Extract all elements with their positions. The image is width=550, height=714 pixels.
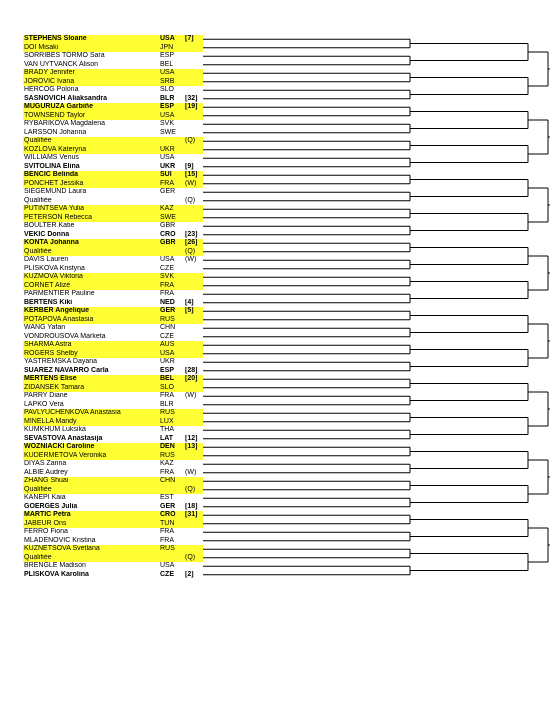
- player-name: VAN UYTVANCK Alison: [24, 60, 99, 68]
- player-name: CORNET Alizé: [24, 281, 71, 289]
- player-country: CZE: [160, 570, 174, 578]
- player-seed: [12]: [185, 434, 198, 442]
- player-country: BLR: [160, 400, 174, 408]
- player-country: THA: [160, 426, 174, 433]
- player-name: FERRO Fiona: [24, 528, 68, 535]
- player-country: SLO: [160, 86, 175, 93]
- player-name: Qualifiée: [24, 485, 52, 493]
- player-name: WANG Yafan: [24, 324, 66, 331]
- player-name: Qualifiée: [24, 196, 52, 204]
- player-name: SIEGEMUND Laura: [24, 188, 87, 195]
- player-country: USA: [160, 111, 175, 119]
- player-name: BENCIC Belinda: [24, 171, 79, 178]
- player-seed: [20]: [185, 375, 198, 382]
- player-seed: [26]: [185, 239, 198, 246]
- player-name: KONTA Johanna: [24, 239, 79, 246]
- player-country: FRA: [160, 392, 174, 399]
- player-country: SWE: [160, 213, 176, 221]
- player-name: PLISKOVA Kristyna: [24, 264, 85, 272]
- player-seed: [5]: [185, 307, 194, 314]
- player-name: JOROVIC Ivana: [24, 77, 75, 85]
- player-country: CHN: [160, 324, 176, 331]
- player-seed: (W): [185, 392, 197, 399]
- player-seed: (Q): [185, 137, 196, 144]
- player-name: KUDERMETOVA Veronika: [24, 451, 107, 459]
- player-name: PLISKOVA Karolina: [24, 570, 89, 578]
- player-country: USA: [160, 349, 175, 357]
- player-name: PONCHET Jessika: [24, 179, 84, 187]
- player-name: LAPKO Vera: [24, 400, 64, 408]
- player-country: SUI: [160, 171, 172, 178]
- player-seed: (W): [185, 179, 197, 187]
- player-name: BRADY Jennifer: [24, 69, 75, 76]
- player-name: GOERGES Julia: [24, 502, 78, 510]
- player-country: FRA: [160, 290, 174, 297]
- player-name: KERBER Angelique: [24, 307, 90, 314]
- player-country: CRO: [160, 511, 176, 518]
- player-seed: [13]: [185, 443, 198, 450]
- player-name: BRENGLE Madison: [24, 562, 86, 569]
- player-name: BERTENS Kiki: [24, 298, 73, 306]
- player-country: GER: [160, 502, 176, 510]
- player-country: RUS: [160, 545, 175, 552]
- player-country: AUS: [160, 341, 175, 348]
- player-name: SORRIBES TORMO Sara: [24, 52, 105, 59]
- player-country: RUS: [160, 409, 175, 416]
- player-seed: (W): [185, 468, 197, 476]
- player-country: LAT: [160, 434, 174, 442]
- player-name: WOZNIACKI Caroline: [24, 443, 95, 450]
- player-name: YASTREMSKA Dayana: [24, 358, 98, 365]
- player-country: JPN: [160, 43, 174, 51]
- player-name: POTAPOVA Anastasia: [24, 315, 94, 323]
- player-name: ZHANG Shuai: [24, 477, 69, 484]
- player-country: BEL: [160, 375, 174, 382]
- player-country: KAZ: [160, 205, 174, 212]
- player-name: DAVIS Lauren: [24, 256, 69, 263]
- player-name: HERCOG Polona: [24, 86, 79, 93]
- player-country: USA: [160, 256, 175, 263]
- player-country: ESP: [160, 103, 175, 110]
- player-country: USA: [160, 562, 175, 569]
- player-name: PETERSON Rebecca: [24, 213, 93, 221]
- player-country: UKR: [160, 145, 175, 153]
- player-country: SVK: [160, 120, 175, 127]
- player-country: KAZ: [160, 460, 174, 467]
- player-country: ESP: [160, 366, 175, 374]
- player-name: Qualifiée: [24, 137, 52, 144]
- player-country: GER: [160, 188, 176, 195]
- player-name: DOI Misaki: [24, 43, 59, 51]
- player-country: FRA: [160, 179, 174, 187]
- player-name: MINELLA Mandy: [24, 417, 77, 425]
- player-country: USA: [160, 69, 175, 76]
- player-seed: [32]: [185, 94, 198, 102]
- player-name: MLADENOVIC Kristina: [24, 536, 96, 544]
- player-country: FRA: [160, 536, 174, 544]
- player-seed: [23]: [185, 230, 198, 238]
- player-country: SRB: [160, 77, 175, 85]
- player-country: CZE: [160, 264, 174, 272]
- player-country: SVK: [160, 273, 175, 280]
- player-seed: [18]: [185, 502, 198, 510]
- player-name: VONDROUSOVA Marketa: [24, 332, 106, 340]
- player-seed: (W): [185, 256, 197, 263]
- player-name: MERTENS Elise: [24, 375, 77, 382]
- player-country: GER: [160, 307, 176, 314]
- player-name: LARSSON Johanna: [24, 128, 87, 136]
- player-name: DIYAS Zarina: [24, 460, 67, 467]
- player-name: PUTINTSEVA Yulia: [24, 205, 85, 212]
- player-name: KUMKHUM Luksika: [24, 426, 86, 433]
- player-name: ROGERS Shelby: [24, 349, 78, 357]
- player-country: GBR: [160, 222, 176, 229]
- player-seed: [15]: [185, 171, 198, 178]
- player-seed: (Q): [185, 553, 196, 561]
- player-country: ESP: [160, 52, 175, 59]
- player-country: BLR: [160, 94, 175, 102]
- player-seed: [9]: [185, 162, 194, 170]
- player-seed: [7]: [185, 35, 194, 42]
- player-country: FRA: [160, 528, 174, 535]
- player-country: RUS: [160, 451, 175, 459]
- player-seed: [2]: [185, 570, 194, 578]
- player-name: BOULTER Katie: [24, 222, 75, 229]
- player-seed: [31]: [185, 511, 198, 518]
- player-name: PAVLYUCHENKOVA Anastasia: [24, 409, 121, 416]
- player-country: UKR: [160, 358, 175, 365]
- player-seed: [4]: [185, 298, 194, 306]
- player-country: FRA: [160, 468, 174, 476]
- player-name: TOWNSEND Taylor: [24, 111, 86, 119]
- player-seed: [28]: [185, 366, 198, 374]
- player-name: MARTIC Petra: [24, 511, 71, 518]
- player-name: VEKIC Donna: [24, 230, 70, 238]
- player-country: USA: [160, 154, 175, 161]
- player-country: EST: [160, 494, 174, 501]
- player-name: RYBARIKOVA Magdalena: [24, 120, 106, 127]
- player-name: PARMENTIER Pauline: [24, 290, 95, 297]
- player-name: SHARMA Astra: [24, 341, 72, 348]
- player-name: Qualifiée: [24, 247, 52, 255]
- player-country: SWE: [160, 128, 176, 136]
- player-country: TUN: [160, 519, 175, 527]
- player-name: STEPHENS Sloane: [24, 35, 87, 42]
- player-name: PARRY Diane: [24, 392, 68, 399]
- player-name: ZIDANSEK Tamara: [24, 383, 85, 391]
- player-seed: [19]: [185, 103, 198, 110]
- player-name: SASNOVICH Aliaksandra: [24, 94, 107, 102]
- player-country: CZE: [160, 332, 174, 340]
- player-name: JABEUR Ons: [24, 519, 67, 527]
- player-country: UKR: [160, 162, 176, 170]
- player-seed: (Q): [185, 196, 196, 204]
- player-name: ALBIE Audrey: [24, 468, 68, 476]
- player-seed: (Q): [185, 485, 196, 493]
- player-country: GBR: [160, 239, 176, 246]
- player-name: SEVASTOVA Anastasija: [24, 434, 103, 442]
- player-name: KANEPI Kaia: [24, 494, 66, 501]
- player-country: FRA: [160, 281, 174, 289]
- player-country: NED: [160, 298, 175, 306]
- player-name: WILLIAMS Venus: [24, 154, 79, 161]
- player-country: SLO: [160, 383, 175, 391]
- player-country: CHN: [160, 477, 176, 484]
- player-name: KUZMOVA Viktoria: [24, 273, 83, 280]
- player-country: LUX: [160, 417, 174, 425]
- player-name: Qualifiée: [24, 553, 52, 561]
- player-name: KOZLOVA Kateryna: [24, 145, 87, 153]
- player-country: CRO: [160, 230, 176, 238]
- player-seed: (Q): [185, 247, 196, 255]
- player-country: USA: [160, 35, 175, 42]
- player-country: DEN: [160, 443, 175, 450]
- player-name: SUAREZ NAVARRO Carla: [24, 366, 109, 374]
- player-country: RUS: [160, 315, 175, 323]
- player-name: KUZNETSOVA Svetlana: [24, 545, 100, 552]
- player-country: BEL: [160, 60, 174, 68]
- player-name: MUGURUZA Garbiñe: [24, 103, 93, 110]
- player-name: SVITOLINA Elina: [24, 162, 80, 170]
